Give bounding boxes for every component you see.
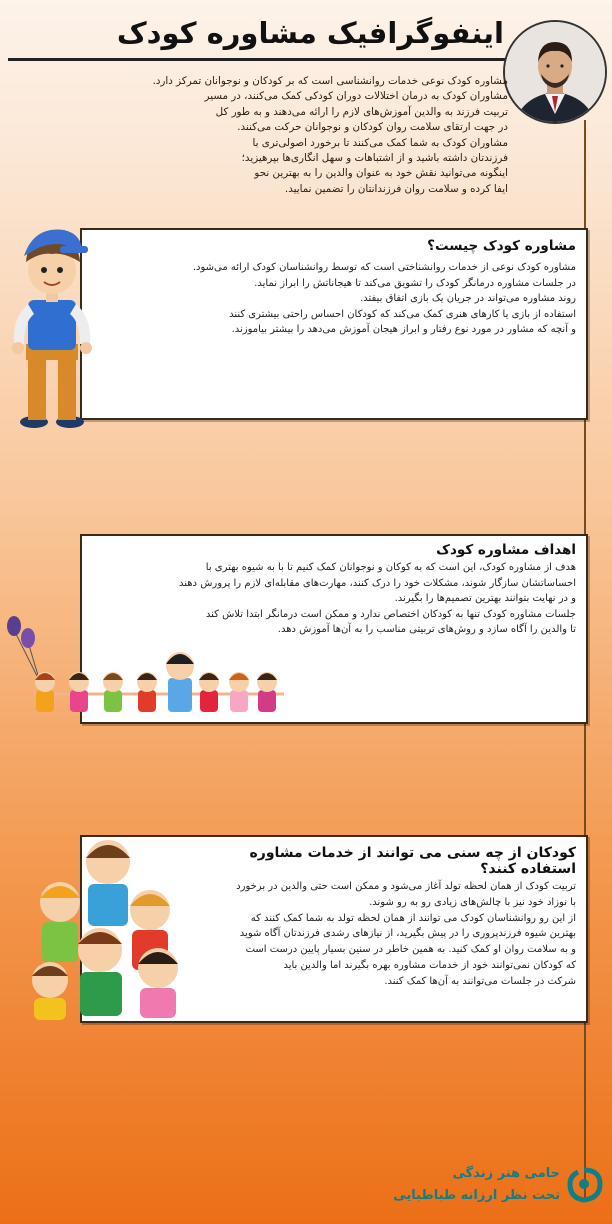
section-line: در جلسات مشاوره درمانگر کودک را تشویق می‌کند تا هیجاناتش را ابراز نماید. — [254, 277, 576, 289]
intro-line: فرزندتان داشته باشید و از اشتباهات و سهل انگاری‌ها بپرهیزید؛ — [241, 152, 508, 165]
section-line: که کودکان نمی‌توانند خود از خدمات مشاوره بهره بگیرند اما والدین باید — [283, 959, 576, 971]
section-line: شرکت در جلسات می‌توانند به آن‌ها کمک کنند. — [384, 975, 576, 987]
section-line: هدف از مشاوره کودک، این است که به کوکان و نوجوانان کمک کنیم تا با به شیوه بهتری با — [205, 562, 576, 573]
section-heading: اهداف مشاوره کودک — [436, 542, 576, 558]
intro-line: اینگونه می‌توانید نقش خود به عنوان والدین را به بهترین نحو — [254, 167, 508, 180]
section-line: تربیت کودک از همان لحظه تولد آغاز می‌شود و ممکن است حتی والدین در برخورد — [236, 881, 576, 892]
kids-holding-hands-illustration — [4, 612, 294, 720]
section-line: بهترین شیوه فرزندپروری را در پیش بگیرید، از نیازهای رشدی فرزندتان آگاه شوید — [239, 928, 576, 940]
intro-text — [70, 74, 508, 197]
logo-line-2: تحت نظر ارزانه طباطبایی — [393, 1188, 560, 1203]
brand-mark-icon — [564, 1166, 604, 1204]
section-heading: کودکان از چه سنی می توانند از خدمات مشاوره استفاده کنند؟ — [249, 845, 576, 877]
section-line: و به سلامت روان او کمک کنید. به همین خاطر در سنین بسیار پایین درست است — [245, 944, 576, 956]
section-line: جلسات مشاوره کودک تنها به کودکان اختصاص ندارد و ممکن است درمانگر ابتدا تلاش کند — [205, 608, 576, 620]
section-line: احساساتشان سازگار شوند، مشکلات خود را درک کنند، مهارت‌های مقابله‌ای لازم را پرورش دهند — [179, 577, 576, 589]
section-line: از این رو روانشناسان کودک می توانند از همان لحظه تولد به شما کمک کنند که — [250, 912, 576, 924]
section-what-is-child-counseling — [80, 228, 588, 420]
section-line: روند مشاوره می‌تواند در جریان یک بازی اتفاق بیفتد. — [360, 293, 576, 305]
intro-line: تربیت فرزند به والدین آموزش‌های لازم را ارائه می‌دهند و به طور کل — [215, 105, 508, 118]
counselor-portrait-icon — [505, 22, 605, 122]
brand-logo — [393, 1160, 608, 1212]
boy-illustration — [4, 222, 104, 432]
kids-group-illustration — [20, 832, 190, 1022]
section-line: تا والدین را آگاه سازد و روش‌های تربیتی مناسب را به آن‌ها آموزش دهد. — [277, 624, 576, 636]
title-bar — [8, 12, 508, 61]
page-title: اینفوگرافیک مشاوره کودک — [116, 16, 504, 50]
intro-line: مشاوران کودک به شما کمک می‌کنند تا برخورد اصولی‌تری با — [252, 136, 508, 149]
intro-line: مشاوره کودک نوعی خدمات روانشناسی است که بر کودکان و نوجوانان تمرکز دارد. — [152, 75, 508, 87]
intro-line: مشاوران کودک به درمان اختلالات دوران کودکی کمک می‌کنند، در مسیر — [204, 90, 508, 103]
section-heading: مشاوره کودک چیست؟ — [427, 238, 576, 254]
section-line: و آنچه که مشاور در مورد نوع رفتار و ابراز هیجان آموزش می‌دهد را بیشتر بیاموزند. — [231, 324, 576, 336]
section-line: و در نهایت بتوانند بهترین تصمیم‌ها را بگیرند. — [394, 593, 576, 605]
section-line: با نوزاد خود نیز با چالش‌های زیادی رو به رو شوند. — [369, 896, 576, 908]
intro-line: ایفا کرده و سلامت روان فرزندانتان را تضمین نمایید. — [284, 182, 508, 195]
logo-line-1: حامی هنر زندگی — [452, 1166, 560, 1181]
section-line: مشاوره کودک نوعی از خدمات روانشناختی است که توسط روانشناسان کودک ارائه می‌شود. — [192, 262, 576, 273]
section-line: استفاده از بازی یا کارهای هنری کمک می‌کند که کودکان احساس راحتی بیشتری کنند — [229, 308, 576, 320]
intro-line: در جهت ارتقای سلامت روان کودکان و نوجوانان حرکت می‌کنند. — [237, 121, 508, 134]
counselor-avatar — [503, 20, 607, 124]
